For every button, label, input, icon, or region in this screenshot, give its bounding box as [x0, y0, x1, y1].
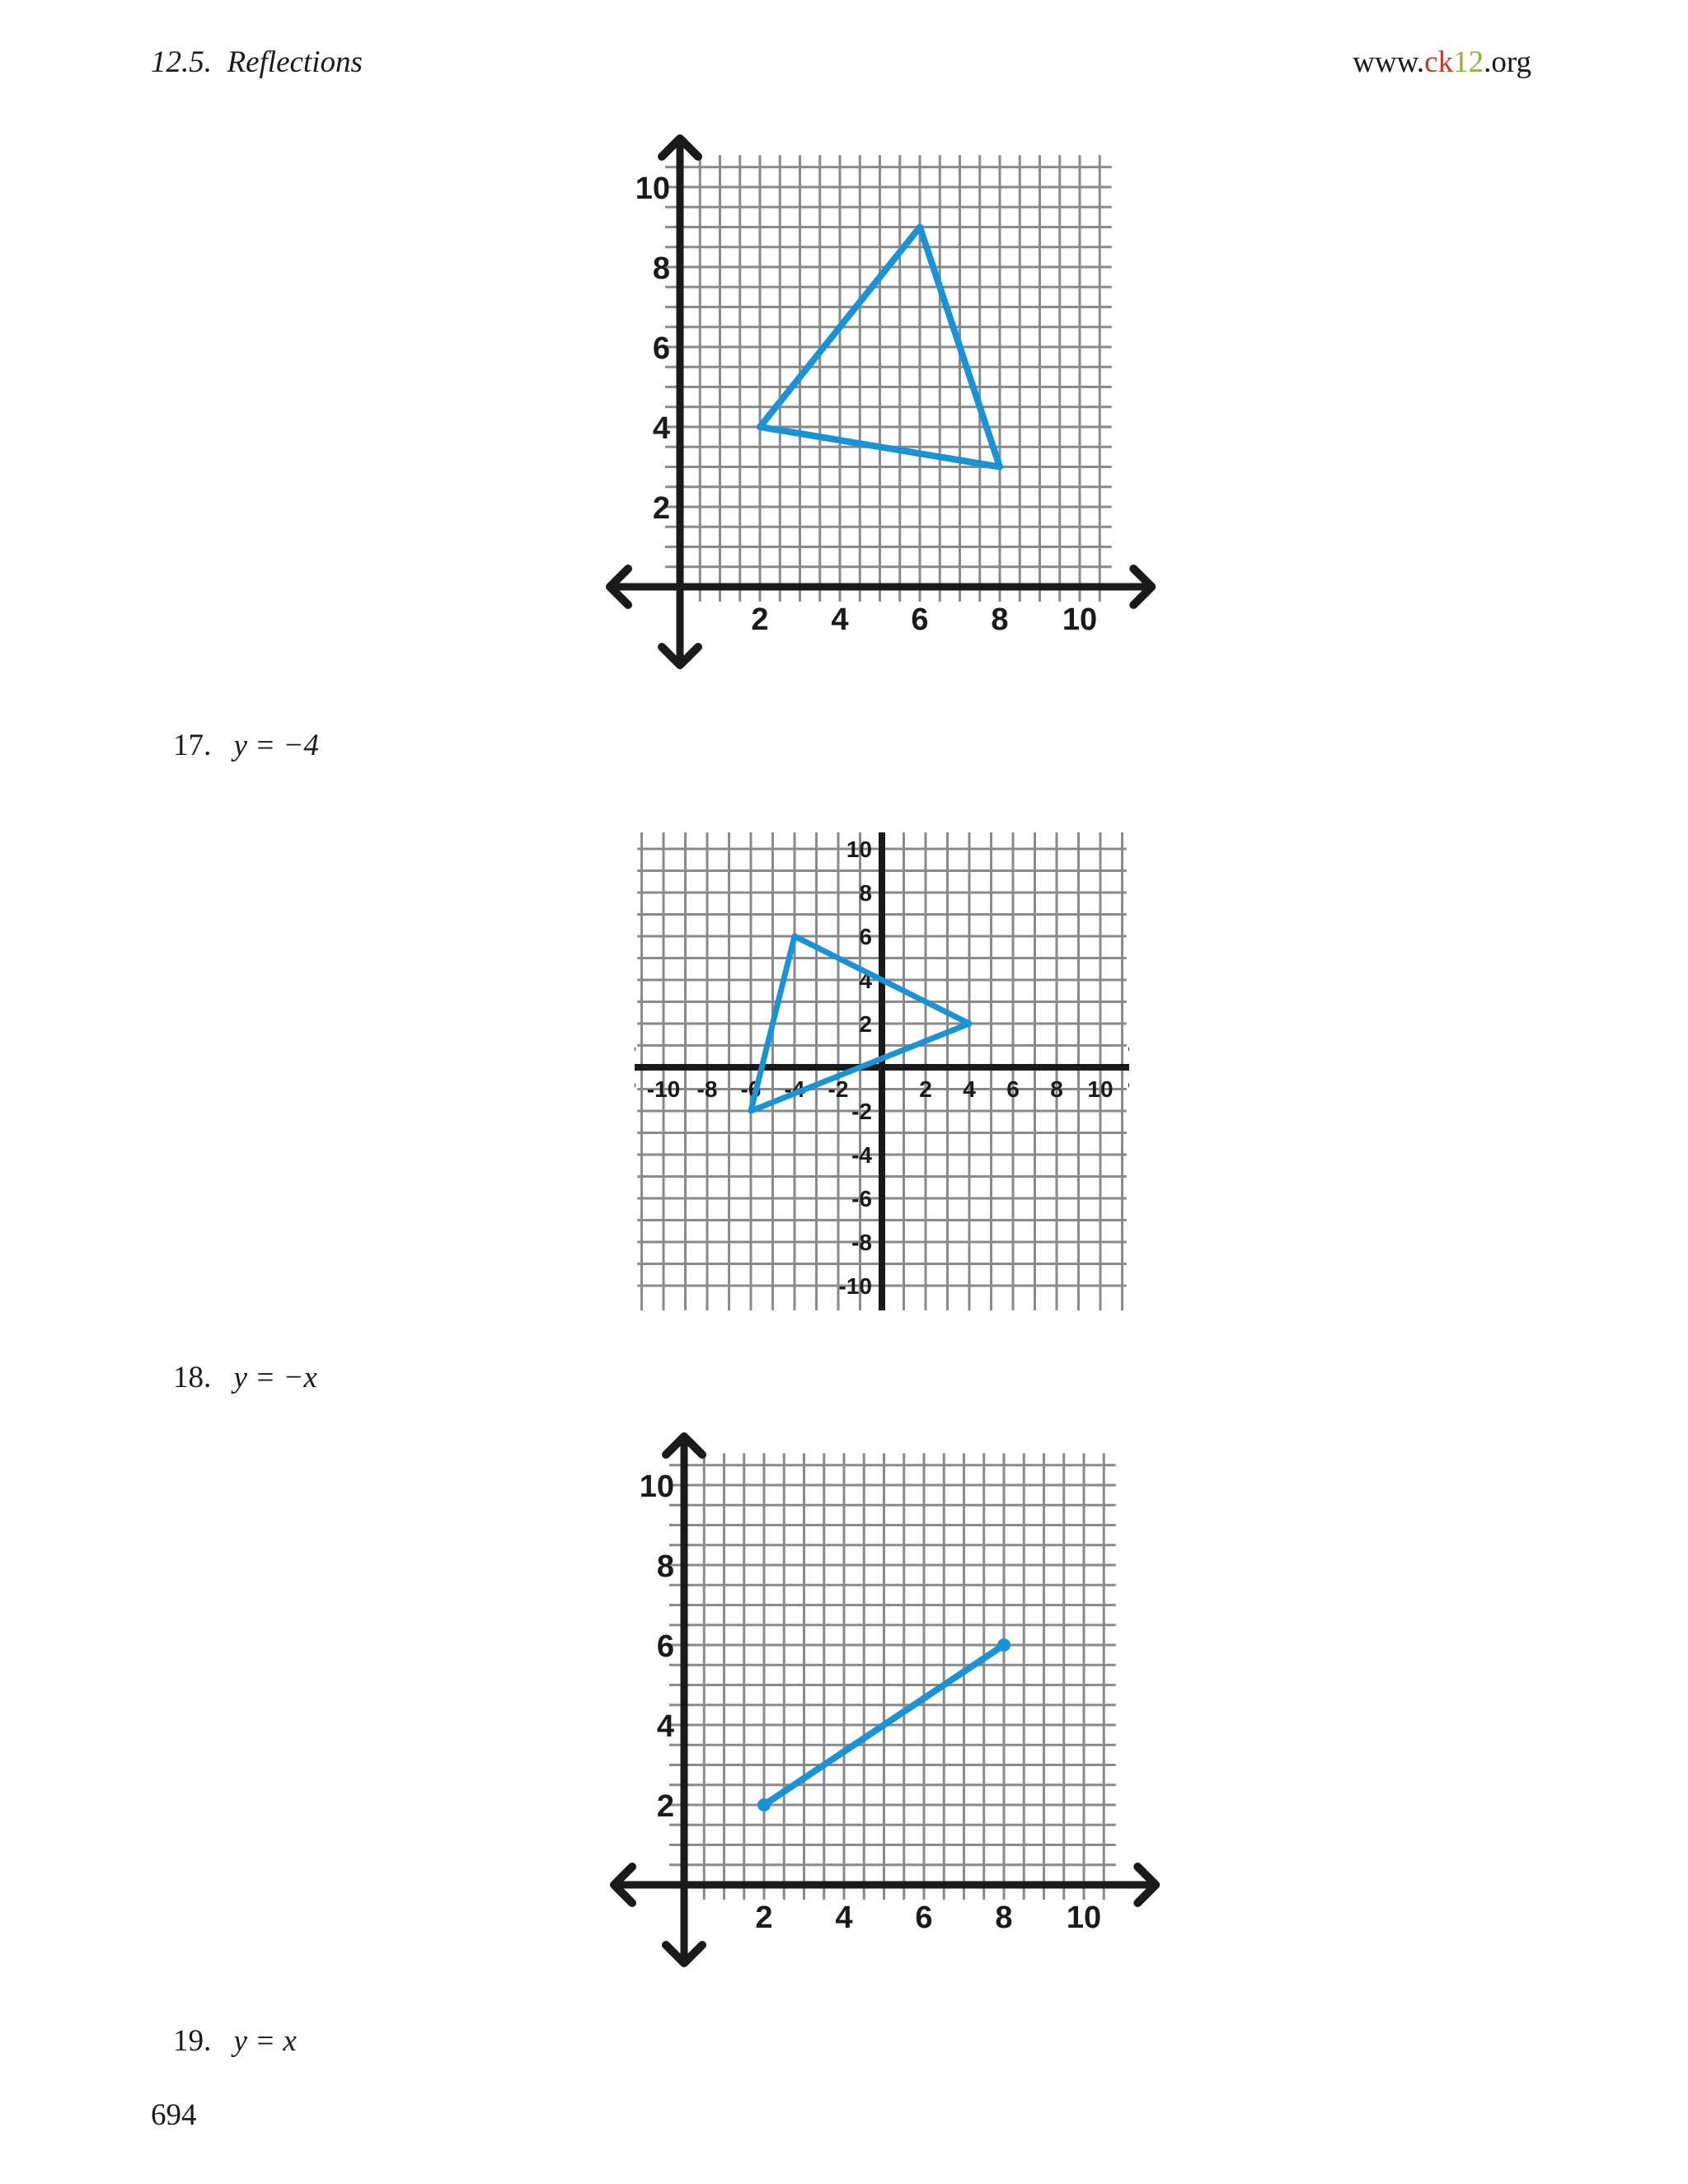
problem-number: 19. [173, 2024, 212, 2058]
segment-endpoint [757, 1798, 771, 1811]
y-tick-label: 8 [652, 251, 670, 286]
x-tick-label: 8 [991, 602, 1009, 637]
problem-number: 17. [173, 729, 212, 762]
x-tick-label: 10 [1066, 1900, 1102, 1935]
x-tick-label: -8 [696, 1076, 718, 1102]
x-tick-label: 6 [1006, 1076, 1020, 1102]
y-tick-label: 10 [639, 1469, 674, 1504]
y-tick-label: -8 [851, 1230, 872, 1255]
x-tick-label: 8 [995, 1900, 1013, 1935]
y-tick-label: 8 [859, 880, 872, 906]
y-tick-label: 8 [656, 1549, 674, 1584]
x-tick-label: -6 [740, 1076, 762, 1102]
y-tick-label: 2 [652, 491, 670, 526]
y-tick-label: 6 [656, 1629, 674, 1664]
x-tick-label: -10 [646, 1076, 681, 1102]
y-tick-label: 6 [859, 924, 872, 949]
x-tick-label: 2 [919, 1076, 932, 1102]
problem-equation: y = x [233, 2024, 297, 2058]
site-url[interactable] [1353, 45, 1531, 80]
problem-equation: y = −4 [233, 729, 319, 762]
site-url-prefix: www. [1353, 45, 1425, 79]
page-number: 694 [151, 2098, 197, 2132]
y-tick-label: 10 [846, 837, 872, 862]
site-url-ck: ck [1424, 45, 1454, 79]
figure-2-graph [635, 832, 1129, 1310]
segment-endpoint [997, 1638, 1010, 1652]
site-url-suffix: .org [1484, 45, 1531, 79]
y-tick-label: 4 [652, 411, 670, 446]
y-tick-label: -4 [851, 1142, 872, 1168]
section-header [151, 45, 363, 80]
x-tick-label: 6 [915, 1900, 933, 1935]
y-tick-label: -6 [851, 1186, 872, 1212]
x-tick-label: 10 [1087, 1076, 1114, 1102]
site-url-12: 12 [1453, 45, 1484, 79]
y-tick-label: 6 [652, 331, 670, 366]
y-tick-label: 2 [656, 1789, 674, 1824]
problem-equation: y = −x [233, 1361, 317, 1394]
x-tick-label: -4 [784, 1076, 805, 1102]
y-tick-label: -10 [838, 1273, 872, 1299]
x-tick-label: 2 [751, 602, 769, 637]
x-tick-label: 4 [963, 1076, 976, 1102]
problem-19 [173, 2023, 297, 2059]
section-title: Reflections [227, 45, 363, 79]
x-tick-label: 8 [1050, 1076, 1063, 1102]
x-tick-label: 4 [831, 602, 849, 637]
x-tick-label: 4 [835, 1900, 853, 1935]
x-tick-label: 2 [755, 1900, 773, 1935]
y-tick-label: 4 [656, 1709, 674, 1744]
x-tick-label: 10 [1062, 602, 1098, 637]
y-tick-label: 10 [635, 171, 670, 206]
problem-17 [173, 728, 319, 763]
x-tick-label: 6 [911, 602, 929, 637]
x-tick-label: -2 [828, 1076, 849, 1102]
problem-18 [173, 1360, 317, 1395]
section-number: 12.5. [151, 45, 212, 79]
y-tick-label: -2 [851, 1099, 872, 1124]
problem-number: 18. [173, 1361, 212, 1394]
y-tick-label: 2 [859, 1011, 872, 1037]
figure-1-graph [602, 132, 1162, 676]
figure-3-graph [606, 1430, 1166, 1974]
y-tick-label: 4 [859, 968, 872, 993]
